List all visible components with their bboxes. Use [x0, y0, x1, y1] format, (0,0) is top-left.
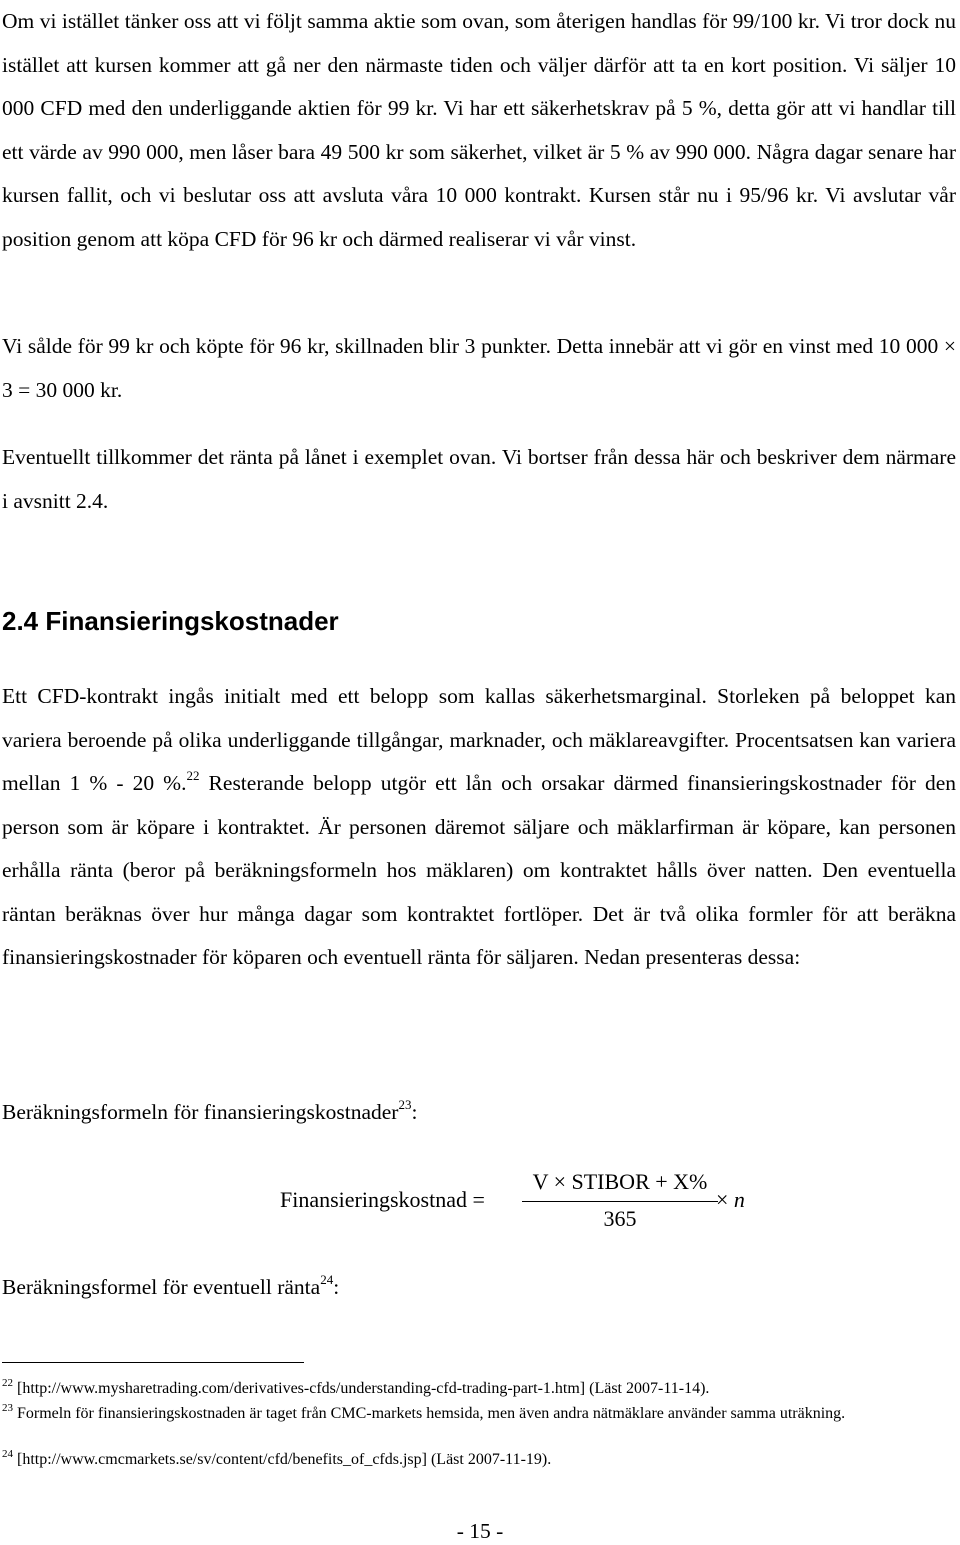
- footnote-number: 24: [2, 1447, 13, 1460]
- footnote-text: [http://www.cmcmarkets.se/sv/content/cfd/benefits_of_cfds.jsp] (Läst 2007-11-19).: [13, 1451, 552, 1468]
- formula-label-rate: [2, 1272, 339, 1302]
- section-heading: 2.4 Finansieringskostnader: [2, 606, 339, 636]
- label-suffix: :: [411, 1100, 418, 1124]
- footnote-text: [http://www.mysharetrading.com/derivatives-cfds/understanding-cfd-trading-part-1.htm] (Läst 2007-11-14).: [13, 1380, 710, 1397]
- label-text: Beräkningsformel för eventuell ränta: [2, 1275, 321, 1299]
- formula-rhs: [716, 1185, 745, 1215]
- financing-formula: [0, 1160, 960, 1240]
- paragraph-interest-note: Eventuellt tillkommer det ränta på lånet i exemplet ovan. Vi bortser från dessa här och beskriver dem närmare i avsnitt 2.4.: [2, 445, 956, 513]
- paragraph-text: Ett CFD-kontrakt ingås initialt med ett belopp som kallas säkerhetsmarginal. Storleken på beloppet kan variera beroende på olika underliggande tillgångar, marknader, och mäklareavgifter. Procentsatsen kan variera mellan 1 % - 20 %.: [2, 684, 956, 795]
- footnote-number: 23: [2, 1401, 13, 1414]
- formula-label-financing: [2, 1097, 417, 1127]
- paragraph-text: Resterande belopp utgör ett lån och orsakar därmed finansieringskostnader för den person som är köpare i kontraktet. Är personen däremot säljare och mäklarfirman är köpare, kan personen erhålla ränta (beror på beräkningsformeln hos mäklaren) om kontraktet hålls över natten. Den eventuella räntan beräknas över hur många dagar som kontraktet fortlöper. Det är två olika formler för att beräkna finansieringskostnader för köparen och eventuell ränta för säljaren. Nedan presenteras dessa:: [2, 771, 956, 969]
- footnote-24: [2, 1448, 956, 1471]
- footnote-22: [2, 1377, 956, 1400]
- footnote-text: Formeln för finansieringskostnaden är taget från CMC-markets hemsida, men även andra nätmäklare använder samma uträkning.: [13, 1405, 846, 1422]
- footnote-23: [2, 1402, 956, 1425]
- formula-variable: n: [733, 1187, 745, 1212]
- formula-denominator: 365: [603, 1206, 637, 1231]
- footnote-ref-22: 22: [186, 767, 200, 783]
- footnote-ref-23: 23: [398, 1096, 412, 1112]
- footnote-number: 22: [2, 1376, 13, 1389]
- paragraph-financing-costs: [2, 675, 956, 980]
- page-number: - 15 -: [456, 1519, 504, 1543]
- formula-lhs: Finansieringskostnad =: [280, 1187, 485, 1212]
- paragraph-short-position-example: Om vi istället tänker oss att vi följt samma aktie som ovan, som återigen handlas för 99/100 kr. Vi tror dock nu istället att kursen kommer att gå ner den närmaste tiden och väljer därför att ta en kort position. Vi säljer 10 000 CFD med den underliggande aktien för 99 kr. Vi har ett säkerhetskrav på 5 %, detta gör att vi handlar till ett värde av 990 000, men låser bara 49 500 kr som säkerhet, vilket är 5 % av 990 000. Några dagar senare har kursen fallit, och vi beslutar oss att avsluta våra 10 000 kontrakt. Kursen står nu i 95/96 kr. Vi avslutar vår position genom att köpa CFD för 96 kr och därmed realiserar vi vår vinst.: [2, 9, 956, 251]
- footnote-separator: [2, 1362, 304, 1363]
- label-suffix: :: [333, 1275, 340, 1299]
- formula-numerator: V × STIBOR + X%: [532, 1169, 708, 1194]
- footnote-ref-24: 24: [320, 1271, 334, 1287]
- times-symbol: ×: [716, 1187, 729, 1212]
- label-text: Beräkningsformeln för finansieringskostnader: [2, 1100, 399, 1124]
- fraction-bar: [522, 1201, 718, 1202]
- paragraph-profit-calculation: Vi sålde för 99 kr och köpte för 96 kr, skillnaden blir 3 punkter. Detta innebär att vi gör en vinst med 10 000 × 3 = 30 000 kr.: [2, 334, 956, 402]
